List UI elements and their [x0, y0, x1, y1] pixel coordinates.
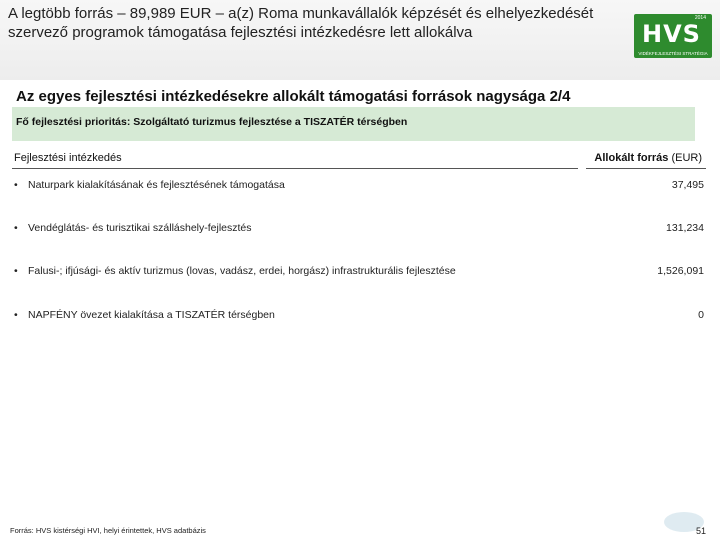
logo-letters: HVS: [642, 20, 701, 48]
page-number: 51: [696, 526, 707, 536]
footer-source: Forrás: HVS kistérségi HVI, helyi érintettek, HVS adatbázis: [10, 526, 206, 535]
logo-subtext: VIDÉKFEJLESZTÉSI STRATÉGIA: [638, 51, 708, 56]
table-row: [14, 309, 704, 329]
priority-box: [12, 107, 695, 141]
row-value: 37,495: [671, 179, 704, 191]
hvs-logo: [634, 14, 712, 58]
bullet-icon: •: [14, 309, 18, 321]
row-label: Falusi-; ifjúsági- és aktív turizmus (lovas, vadász, erdei, horgász) infrastrukturális fejlesztése: [28, 265, 456, 277]
bullet-icon: •: [14, 265, 18, 277]
column-header-allocated-bold: Allokált forrás: [594, 152, 669, 164]
column-header-measure: Fejlesztési intézkedés: [14, 152, 122, 164]
row-value: 0: [698, 309, 704, 321]
row-value: 1,526,091: [657, 265, 704, 277]
bullet-icon: •: [14, 222, 18, 234]
table-row: [14, 222, 704, 242]
row-label: Vendéglátás- és turisztikai szálláshely-fejlesztés: [28, 222, 252, 234]
table-row: [14, 179, 704, 199]
header-rule-right: [586, 168, 706, 169]
table-row: [14, 265, 704, 285]
logo-year: 2014: [694, 15, 706, 21]
header-rule-left: [12, 168, 578, 169]
slide-title: A legtöbb forrás – 89,989 EUR – a(z) Roma munkavállalók képzését és elhelyezkedését szervező programok támogatása fejlesztési intézkedésre lett allokálva: [8, 5, 594, 41]
priority-label: Fő fejlesztési prioritás: Szolgáltató turizmus fejlesztése a TISZATÉR térségben: [16, 116, 408, 128]
row-value: 131,234: [666, 222, 704, 234]
column-header-unit: (EUR): [668, 152, 702, 164]
column-header-allocated: [594, 152, 702, 164]
row-label: Naturpark kialakításának és fejlesztésének támogatása: [28, 179, 285, 191]
section-subtitle: Az egyes fejlesztési intézkedésekre allokált támogatási források nagysága 2/4: [16, 88, 571, 105]
row-label: NAPFÉNY övezet kialakítása a TISZATÉR térségben: [28, 309, 275, 321]
bullet-icon: •: [14, 179, 18, 191]
